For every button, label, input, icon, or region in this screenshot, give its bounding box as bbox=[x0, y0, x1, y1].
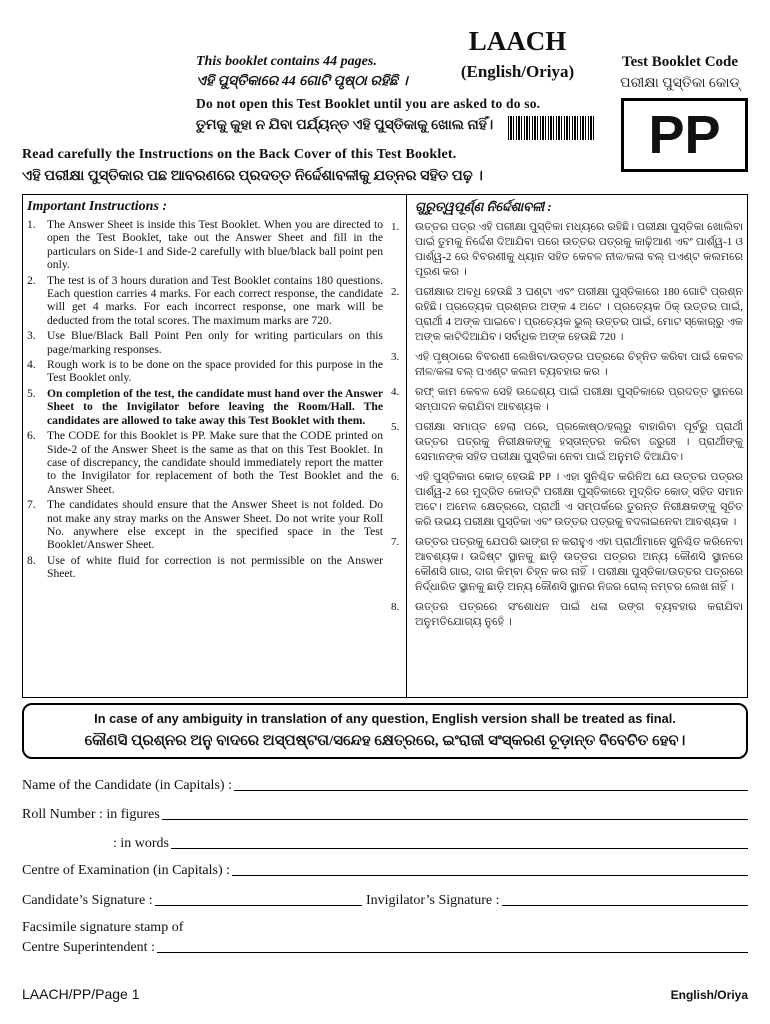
instruction-number: 7. bbox=[391, 536, 400, 548]
instruction-number: 2. bbox=[391, 286, 400, 298]
roll-number-figures-label: Roll Number : in figures bbox=[22, 807, 160, 822]
roll-number-words-line[interactable] bbox=[171, 836, 748, 849]
read-carefully-notice-oriya: ଏହି ପରୀକ୍ଷା ପୁସ୍ତିକାର ପଛ ଆବରଣରେ ପ୍ରଦତ୍ତ ନିର୍ଦ୍ଦେଶାବଳୀକୁ ଯତ୍ନର ସହିତ ପଢ଼ । bbox=[22, 168, 483, 184]
instruction-number: 2. bbox=[27, 273, 36, 287]
instruction-text: ଉତ୍ତର ପତ୍ରରେ ସଂଶୋଧନ ପାଇଁ ଧଳା ରଙ୍ଗ ବ୍ୟବହାର କରାଯିବା ଅନୁମତିଯୋଗ୍ୟ ନୁହେଁ । bbox=[415, 601, 743, 628]
test-booklet-code-box: PP bbox=[621, 98, 748, 172]
instruction-text: ଏହି ପୁସ୍ତିକାର କୋଡ୍ ହେଉଛି PP । ଏହା ସୁନିଶ୍ଚିତ କରିନିଅ ଯେ ଉତ୍ତର ପତ୍ରର ପାର୍ଶ୍ୱ-2 ରେ ମୁଦ୍ରିତ କୋଡ୍‌ଟି ପରୀକ୍ଷା ପୁସ୍ତିକାରେ ମୁଦ୍ରିତ କୋଡ୍ ସହିତ ସମାନ ଅଟେ। ଅମେଳ କ୍ଷେତ୍ରରେ, ପ୍ରାର୍ଥୀ ଏ ସମ୍ପର୍କରେ ତୁରନ୍ତ ନିରୀକ୍ଷକଙ୍କୁ ସୂଚିତ କରି ଉଭୟ ପରୀକ୍ଷା ପୁସ୍ତିକା ଏବଂ ଉତ୍ତର ପତ୍ରକୁ ବଦଳାଇନେବା ଆବଶ୍ୟକ । bbox=[415, 471, 743, 528]
instruction-item bbox=[27, 218, 383, 272]
invigilator-signature-field[interactable] bbox=[366, 893, 748, 909]
ambiguity-text-english: In case of any ambiguity in translation of any question, English version shall be treated as final. bbox=[94, 711, 676, 726]
instructions-english-column bbox=[27, 199, 383, 583]
instruction-item bbox=[391, 600, 743, 630]
instruction-item bbox=[27, 387, 383, 427]
instruction-item bbox=[391, 535, 743, 595]
candidate-name-label: Name of the Candidate (in Capitals) : bbox=[22, 778, 232, 793]
instruction-text: The candidates should ensure that the Answer Sheet is not folded. Do not make any stray marks on the Answer Sheet. Do not write your Roll No. anywhere else except in the specified space in the Test Booklet/Answer Sheet. bbox=[47, 498, 383, 552]
instruction-item bbox=[391, 470, 743, 530]
candidate-signature-label: Candidate’s Signature : bbox=[22, 893, 153, 908]
read-carefully-notice: Read carefully the Instructions on the Back Cover of this Test Booklet. bbox=[22, 147, 457, 162]
instruction-number: 5. bbox=[391, 421, 400, 433]
instruction-text: ଉତ୍ତର ପତ୍ରକୁ ଯେପରି ଭାଙ୍ଗ ନ କରାହୁଏ ଏହା ପ୍ରାର୍ଥୀମାନେ ସୁନିଶ୍ଚିତ କରିନେବା ଆବଶ୍ୟକ। ଉଦ୍ଦିଷ୍ଟ ସ୍ଥାନକୁ ଛାଡ଼ି ଉତ୍ତର ପତ୍ରର ଅନ୍ୟ କୌଣସି ସ୍ଥାନରେ କୌଣସି ଗାର, ଦାଗ କିମ୍ବା ଚିହ୍ନ କର ନାହିଁ । ପରୀକ୍ଷା ପୁସ୍ତିକା/ଉତ୍ତର ପତ୍ରରେ ନିର୍ଦ୍ଧାରିତ ସ୍ଥାନକୁ ଛାଡ଼ି ଅନ୍ୟ କୌଣସି ସ୍ଥାନର ନିଜର ରୋଲ୍ ନମ୍ବର ଲେଖ ନାହିଁ । bbox=[415, 536, 743, 593]
instruction-number: 5. bbox=[27, 386, 36, 400]
booklet-pages-block bbox=[196, 54, 446, 90]
instruction-text: The Answer Sheet is inside this Test Booklet. When you are directed to open the Test Booklet, take out the Answer Sheet and fill in the particulars on Side-1 and Side-2 carefully with blue/black ball point pen only. bbox=[47, 218, 383, 272]
instructions-box bbox=[22, 194, 748, 698]
centre-field[interactable] bbox=[22, 863, 748, 879]
instruction-number: 8. bbox=[27, 553, 36, 567]
instruction-number: 6. bbox=[27, 429, 36, 443]
roll-number-words-field[interactable] bbox=[113, 836, 748, 852]
candidate-signature-line[interactable] bbox=[155, 893, 362, 906]
centre-label: Centre of Examination (in Capitals) : bbox=[22, 863, 231, 878]
instruction-number: 1. bbox=[391, 221, 400, 233]
do-not-open-notice-oriya: ତୁମକୁ କୁହା ନ ଯିବା ପର୍ଯ୍ୟନ୍ତ ଏହି ପୁସ୍ତିକାକୁ ଖୋଲ ନାହିଁ। bbox=[196, 118, 494, 133]
instruction-text: The test is of 3 hours duration and Test Booklet contains 180 questions. Each question carries 4 marks. For each correct response, the candidate will get 4 marks. For each incorrect response, one mark will be deducted from the total scores. The maximum marks are 720. bbox=[47, 273, 383, 327]
instruction-text: On completion of the test, the candidate must hand over the Answer Sheet to the Invigilator before leaving the Room/Hall. The candidates are allowed to take away this Test Booklet with them. bbox=[47, 386, 383, 427]
instructions-oriya-column bbox=[391, 199, 743, 635]
ambiguity-text-oriya: କୌଣସି ପ୍ରଶ୍ନର ଅନୁ ବାଦରେ ଅସ୍ପଷ୍ଟତା/ସନ୍ଦେହ କ୍ଷେତ୍ରରେ, ଇଂରାଜୀ ସଂସ୍କରଣ ଚୂଡ଼ାନ୍ତ ବିବେଚିତ ହେବ। bbox=[84, 733, 686, 749]
translation-ambiguity-notice bbox=[22, 703, 748, 759]
exam-code-title: LAACH bbox=[468, 26, 567, 56]
instruction-number: 4. bbox=[391, 386, 400, 398]
instruction-text: ପରୀକ୍ଷା ସମାପ୍ତ ହେଲା ପରେ, ପ୍ରକୋଷ୍ଠ/ହଲ୍‌ରୁ ବାହାରିବା ପୂର୍ବରୁ ପ୍ରାର୍ଥୀ ଉତ୍ତର ପତ୍ରକୁ ନିରୀକ୍ଷକଙ୍କୁ ହସ୍ତାନ୍ତର କରିବା ଜରୁରୀ । ପ୍ରାର୍ଥୀଙ୍କୁ ସେମାନଙ୍କ ସହିତ ପରୀକ୍ଷା ପୁସ୍ତିକା ନେବା ପାଇଁ ଅନୁମତି ଦିଆଯିବ। bbox=[415, 421, 743, 463]
test-booklet-code-label: Test Booklet Code bbox=[621, 54, 739, 70]
booklet-pages-oriya-text: ଏହି ପୁସ୍ତିକାରେ 44 ଗୋଟି ପୃଷ୍ଠା ରହିଛି । bbox=[196, 74, 408, 89]
invigilator-signature-line[interactable] bbox=[502, 893, 749, 906]
instruction-text: Rough work is to be done on the space provided for this purpose in the Test Booklet only. bbox=[47, 358, 383, 385]
instruction-item bbox=[391, 420, 743, 465]
superintendent-label: Centre Superintendent : bbox=[22, 940, 155, 955]
instruction-item bbox=[27, 554, 383, 581]
page-footer-right: English/Oriya bbox=[670, 988, 748, 1002]
facsimile-label-row bbox=[22, 920, 748, 936]
invigilator-signature-label: Invigilator’s Signature : bbox=[366, 893, 500, 908]
instruction-item bbox=[391, 385, 743, 415]
roll-number-words-label: : in words bbox=[113, 836, 169, 851]
candidate-signature-field[interactable] bbox=[22, 893, 362, 909]
instruction-number: 8. bbox=[391, 601, 400, 613]
superintendent-field[interactable] bbox=[22, 940, 748, 956]
instructions-list-english bbox=[27, 218, 383, 581]
instruction-number: 3. bbox=[27, 329, 36, 343]
instruction-item bbox=[27, 498, 383, 552]
instruction-text: ରଫ୍ କାମ କେବଳ ସେହି ଉଦ୍ଦେଶ୍ୟ ପାଇଁ ପରୀକ୍ଷା ପୁସ୍ତିକାରେ ପ୍ରଦତ୍ତ ସ୍ଥାନରେ ସମ୍ପାଦନ କରାଯିବା ଆବଶ୍ୟକ । bbox=[415, 386, 743, 413]
booklet-pages-text: This booklet contains 44 pages. bbox=[196, 54, 377, 69]
roll-number-figures-field[interactable] bbox=[22, 807, 748, 823]
centre-line[interactable] bbox=[232, 863, 748, 876]
instruction-text: ଉତ୍ତର ପତ୍ର ଏହି ପରୀକ୍ଷା ପୁସ୍ତିକା ମଧ୍ୟରେ ରହିଛି। ପରୀକ୍ଷା ପୁସ୍ତିକା ଖୋଲିବା ପାଇଁ ତୁମକୁ ନିର୍ଦ୍ଦେଶ ଦିଆଯିବା ପରେ ଉତ୍ତର ପତ୍ରକୁ କାଢ଼ିଆଣ ଏବଂ ପାର୍ଶ୍ୱ-1 ଓ ପାର୍ଶ୍ୱ-2 ରେ ବିବରଣୀକୁ ଧ୍ୟାନ ସହିତ କେବଳ ନୀଳ/କଳା ବଲ୍ ପଏଣ୍ଟ କଲମରେ ପୂରଣ କର । bbox=[415, 221, 743, 278]
superintendent-line[interactable] bbox=[157, 940, 748, 953]
instruction-item bbox=[391, 350, 743, 380]
instruction-item bbox=[27, 329, 383, 356]
instructions-list-oriya bbox=[391, 220, 743, 630]
barcode-icon bbox=[508, 116, 596, 140]
instructions-heading-oriya: ଗୁରୁତ୍ୱପୂର୍ଣ୍ଣ ନିର୍ଦ୍ଦେଶାବଳୀ : bbox=[415, 199, 552, 214]
instruction-number: 3. bbox=[391, 351, 400, 363]
candidate-name-field[interactable] bbox=[22, 778, 748, 794]
instruction-text: The CODE for this Booklet is PP. Make sure that the CODE printed on Side-2 of the Answer Sheet is the same as that on this Test Booklet. In case of discrepancy, the candidate should immediately report the matter to the Invigilator for replacement of both the Test Booklet and the Answer Sheet. bbox=[47, 429, 383, 496]
instruction-number: 7. bbox=[27, 498, 36, 512]
candidate-name-line[interactable] bbox=[234, 778, 748, 791]
instruction-item bbox=[27, 358, 383, 385]
instruction-item bbox=[27, 274, 383, 328]
instruction-text: Use of white fluid for correction is not permissible on the Answer Sheet. bbox=[47, 553, 383, 581]
test-booklet-code-label-oriya: ପରୀକ୍ଷା ପୁସ୍ତିକା କୋଡ୍ bbox=[620, 76, 740, 91]
facsimile-label-line1: Facsimile signature stamp of bbox=[22, 920, 184, 935]
instruction-item bbox=[391, 220, 743, 280]
signatures-row bbox=[22, 893, 748, 909]
roll-number-figures-line[interactable] bbox=[162, 807, 748, 820]
instruction-item bbox=[27, 429, 383, 496]
instruction-text: ଏହି ପୃଷ୍ଠାରେ ବିବରଣୀ ଲେଖିବା/ଉତ୍ତର ପତ୍ରରେ ଚିହ୍ନିତ କରିବା ପାଇଁ କେବଳ ନୀଳ/କଳା ବଲ୍ ପଏଣ୍ଟ କଲମ ବ୍ୟବହାର କର । bbox=[415, 351, 743, 378]
exam-language: (English/Oriya) bbox=[460, 62, 575, 81]
instruction-item bbox=[391, 285, 743, 345]
instructions-heading: Important Instructions : bbox=[27, 199, 168, 214]
do-not-open-notice: Do not open this Test Booklet until you are asked to do so. bbox=[196, 96, 541, 111]
instruction-number: 1. bbox=[27, 218, 36, 231]
page-footer-left: LAACH/PP/Page 1 bbox=[22, 986, 140, 1002]
instruction-text: Use Blue/Black Ball Point Pen only for writing particulars on this page/marking responses. bbox=[47, 329, 383, 356]
instruction-text: ପରୀକ୍ଷାର ଅବଧି ହେଉଛି 3 ଘଣ୍ଟା ଏବଂ ପରୀକ୍ଷା ପୁସ୍ତିକାରେ 180 ଗୋଟି ପ୍ରଶ୍ନ ରହିଛି। ପ୍ରତ୍ୟେକ ପ୍ରଶ୍ନର ଅଙ୍କ 4 ଅଟେ । ପ୍ରତ୍ୟେକ ଠିକ୍ ଉତ୍ତର ପାଇଁ, ପ୍ରାର୍ଥୀ 4 ଅଙ୍କ ପାଇବେ। ପ୍ରତ୍ୟେକ ଭୁଲ୍ ଉତ୍ତର ପାଇଁ, ମୋଟ ସ୍କୋର୍‌ରୁ ଏକ ଅଙ୍କ କାଟିଦିଆଯିବ। ସର୍ବାଧିକ ଅଙ୍କ ହେଉଛି 720 । bbox=[415, 286, 743, 343]
instruction-number: 4. bbox=[27, 358, 36, 372]
instruction-number: 6. bbox=[391, 471, 400, 483]
